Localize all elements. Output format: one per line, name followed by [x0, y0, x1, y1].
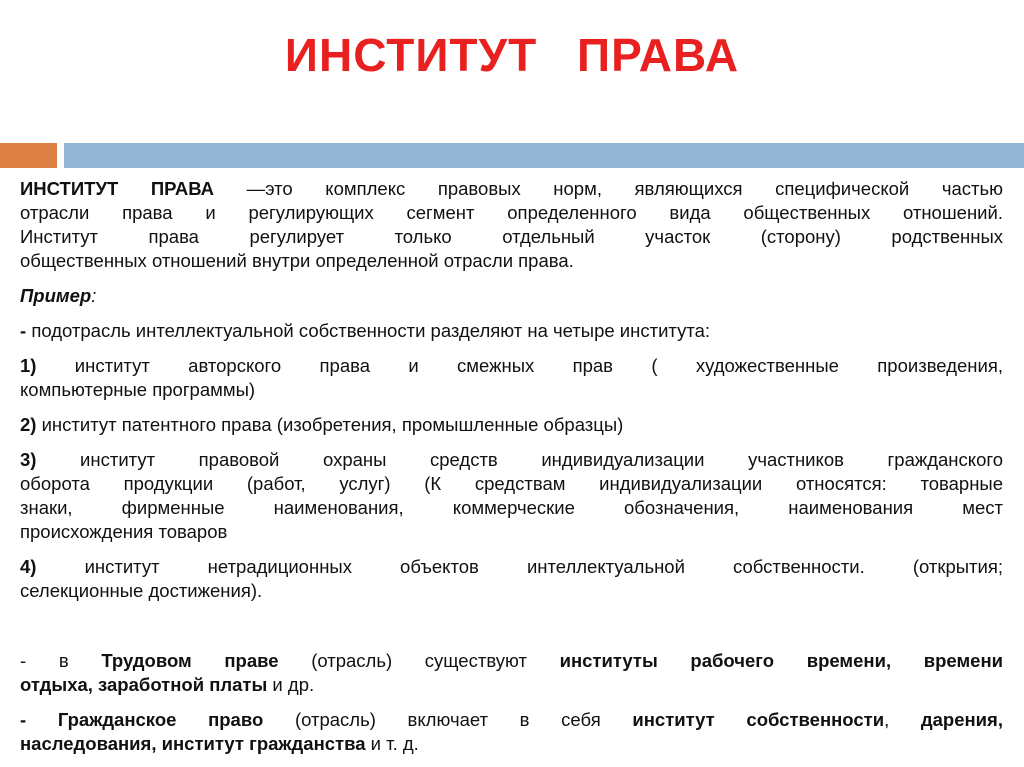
text-line	[20, 732, 1003, 756]
decorative-bar-blue	[64, 143, 1024, 168]
text-line	[20, 555, 1003, 579]
text: институт правовой охраны средств индивидуализации участников гражданского	[80, 449, 1003, 470]
text-line	[20, 319, 1003, 343]
text-line	[20, 354, 1003, 378]
bold-text: Трудовом праве	[101, 650, 279, 671]
text: (отрасль) включает в себя	[263, 709, 633, 730]
text: :	[91, 285, 97, 306]
text: компьютерные программы)	[20, 379, 256, 400]
bold-text: 4)	[20, 556, 85, 577]
text: подотрасль интеллектуальной собственности разделяют на четыре института:	[31, 320, 711, 341]
bold-text: наследования, институт гражданства	[20, 733, 366, 754]
slide-body	[20, 177, 1003, 767]
paragraph	[20, 354, 1003, 402]
bold-text: Пример	[20, 285, 92, 306]
text-line	[20, 673, 1003, 697]
bold-text: институты рабочего времени, времени	[559, 650, 1003, 671]
bold-text: ИНСТИТУТ ПРАВА	[20, 178, 247, 199]
text-line	[20, 378, 1003, 402]
paragraph	[20, 649, 1003, 697]
text: оборота продукции (работ, услуг) (К средствам индивидуализации относятся: товарные	[20, 473, 1003, 494]
paragraph	[20, 177, 1003, 273]
paragraph	[20, 319, 1003, 343]
text: институт нетрадиционных объектов интеллектуальной собственности. (открытия;	[84, 556, 1003, 577]
text: - в	[20, 650, 102, 671]
text-line	[20, 177, 1003, 201]
text: общественных отношений внутри определенной отрасли права.	[20, 250, 574, 271]
text: (отрасль) существуют	[278, 650, 560, 671]
bold-text: отдыха, заработной платы	[20, 674, 268, 695]
text-line	[20, 520, 1003, 544]
text-line	[20, 496, 1003, 520]
bold-text: -	[20, 320, 32, 341]
text: институт патентного права (изобретения, промышленные образцы)	[41, 414, 624, 435]
text-line	[20, 708, 1003, 732]
bold-text: 1)	[20, 355, 75, 376]
text: селекционные достижения).	[20, 580, 263, 601]
paragraph	[20, 413, 1003, 437]
bold-text: 3)	[20, 449, 81, 470]
text-line	[20, 284, 1003, 308]
text: —это комплекс правовых норм, являющихся специфической частью	[246, 178, 1003, 199]
decorative-bar-orange	[0, 143, 57, 168]
paragraph	[20, 284, 1003, 308]
text: происхождения товаров	[20, 521, 228, 542]
bold-text: дарения,	[920, 709, 1003, 730]
text-line	[20, 579, 1003, 603]
paragraph	[20, 708, 1003, 756]
paragraph	[20, 448, 1003, 544]
text-line	[20, 201, 1003, 225]
paragraph	[20, 555, 1003, 603]
text-line	[20, 448, 1003, 472]
bold-text: институт собственности	[632, 709, 885, 730]
text-line	[20, 249, 1003, 273]
text-line	[20, 472, 1003, 496]
text: институт авторского права и смежных прав ( художественные произведения,	[74, 355, 1003, 376]
bold-text: 2)	[20, 414, 42, 435]
text-line	[20, 225, 1003, 249]
text: ,	[884, 709, 921, 730]
text: Институт права регулирует только отдельный участок (сторону) родственных	[20, 226, 1003, 247]
text-line	[20, 413, 1003, 437]
bold-text: - Гражданское право	[20, 709, 264, 730]
text: и т. д.	[365, 733, 419, 754]
text: отрасли права и регулирующих сегмент определенного вида общественных отношений.	[20, 202, 1003, 223]
text: и др.	[267, 674, 315, 695]
slide-title: ИНСТИТУТ ПРАВА	[284, 29, 740, 81]
text-line	[20, 649, 1003, 673]
text: знаки, фирменные наименования, коммерческие обозначения, наименования мест	[20, 497, 1003, 518]
